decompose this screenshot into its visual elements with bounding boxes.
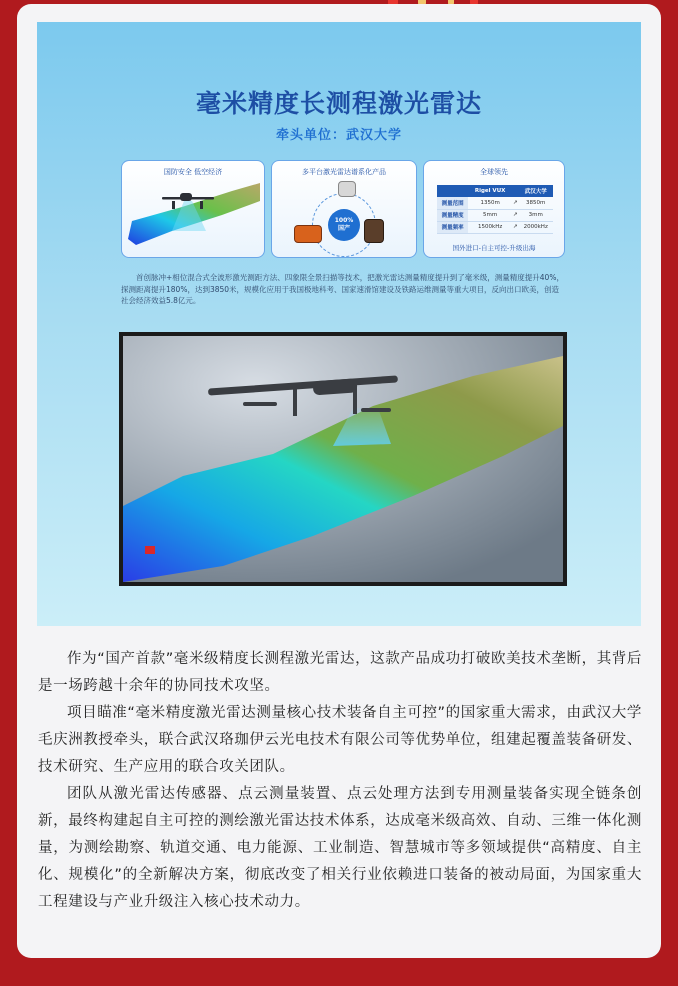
panel-title: 多平台激光雷达谱系化产品 [302,168,386,176]
whu-value: 3mm [518,209,553,221]
comparison-table [437,185,553,234]
article-body [38,646,642,916]
row-label: 测量精度 [437,209,468,221]
whu-value: 3850m [518,197,553,209]
lidar-device-right [364,219,384,243]
article-paragraph: 团队从激光雷达传感器、点云测量装置、点云处理方法到专用测量装备实现全链条创新，最终构建起自主可控的测绘激光雷达技术体系，达成毫米级高效、自动、三维一体化测量，为测绘勘察、轨道交通、电力能源、工业制造、智慧城市等多领域提供“高精度、自主化、规模化”的全新解决方案，彻底改变了相关行业依赖进口装备的被动局面，为国家重大工程建设与产业升级注入核心技术动力。 [38,786,642,910]
improve-arrow-icon: ↗ [512,209,519,221]
panel-global-leading [423,160,565,258]
drone-pointcloud-thumbnail [122,161,266,259]
panel-product-family [271,160,417,258]
improve-arrow-icon: ↗ [512,197,519,209]
poster-intro-text: 首创脉冲+相位混合式全波形激光测距方法、四象限全景扫描等技术，把激光雷达测量精度提升到了毫米级，测量精度提升40%，探测距离提升180%，达到3850米，规模化应用于我国极地科考、国家速滑馆建设及铁路运维测量等重大项目，反向出口欧美，创造社会经济效益5.8亿元。 [121,273,564,305]
improve-arrow-icon: ↗ [512,221,519,233]
table-header-cell [437,185,468,197]
poster-title: 毫米精度长测程激光雷达 [195,89,482,118]
domestic-badge: 100% 国产 [328,209,360,241]
whu-value: 2000kHz [518,221,553,233]
lidar-poster [37,22,641,626]
panel-defense-economy [121,160,265,258]
table-header-row [437,185,553,197]
rigel-value: 1350m [468,197,512,209]
article-paragraph: 作为“国产首款”毫米级精度长测程激光雷达，这款产品成功打破欧美技术垄断，其背后是一场跨越十余年的协同技术攻坚。 [38,651,642,694]
lidar-device-left [294,225,322,243]
lidar-device-top [338,181,356,197]
table-row [437,221,553,233]
panel-title: 全球领先 [480,168,508,176]
content-card [17,4,661,958]
article-paragraph: 项目瞄准“毫米精度激光雷达测量核心技术装备自主可控”的国家重大需求，由武汉大学毛庆洲教授牵头，联合武汉珞珈伊云光电技术有限公司等优势单位，组建起覆盖装备研发、技术研究、生产应用的联合攻关团队。 [38,705,642,775]
table-row [437,209,553,221]
rigel-value: 1500kHz [468,221,512,233]
row-label: 测量范围 [437,197,468,209]
table-header-cell: Rigel VUX [468,185,512,197]
row-label: 测量频率 [437,221,468,233]
photo-frame [119,332,567,586]
drone-lidar-scan-image [123,336,563,582]
panel-footer: 国外进口-自主可控-升级出海 [452,244,536,252]
table-row [437,197,553,209]
poster-subtitle: 牵头单位：武汉大学 [275,128,402,143]
table-header-cell: 武汉大学 [518,185,553,197]
panel-title: 国防安全 低空经济 [163,168,223,176]
rigel-value: 5mm [468,209,512,221]
